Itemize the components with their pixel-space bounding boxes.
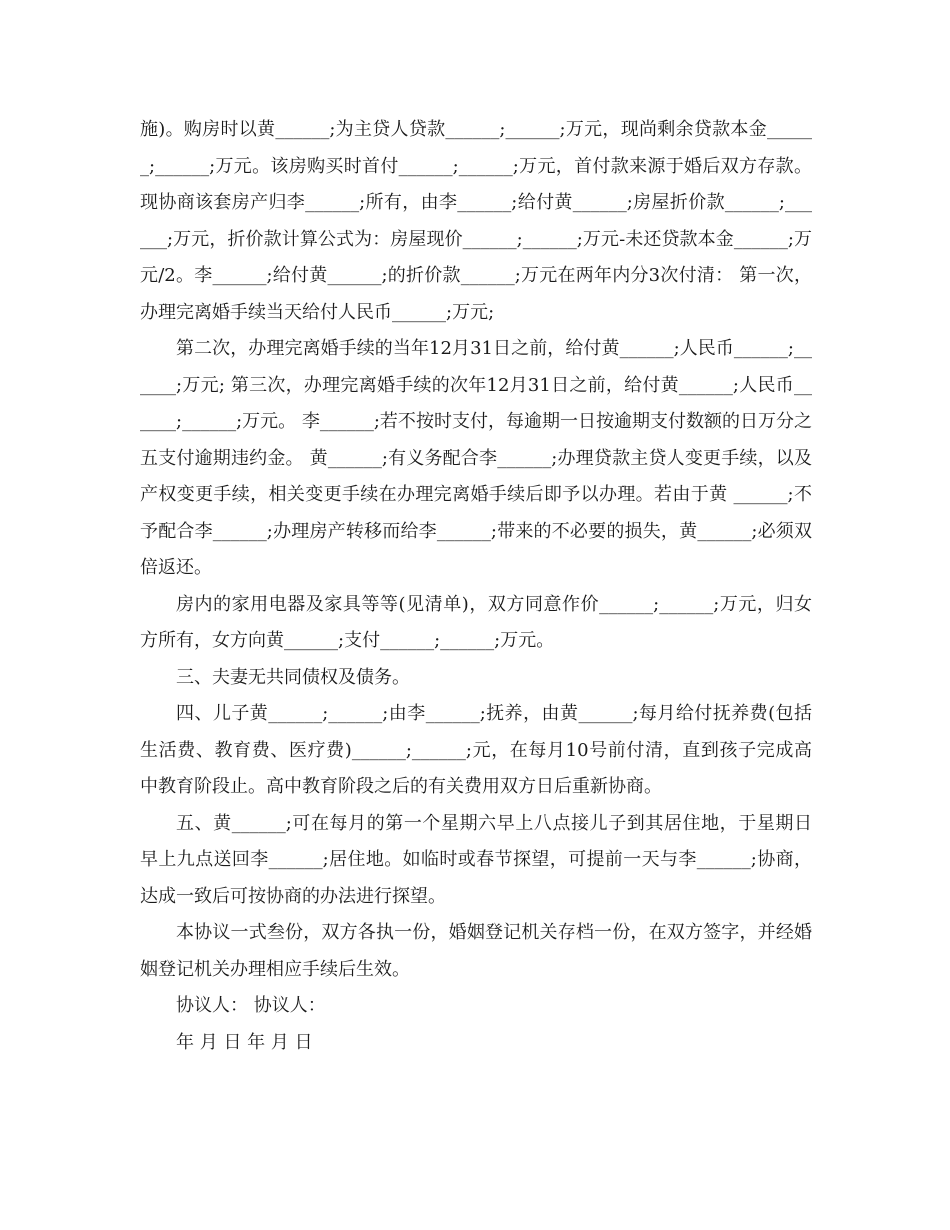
paragraph-furniture: 房内的家用电器及家具等等(见清单)，双方同意作价______;______;万元，归女方所有，女方向黄______;支付______;______;万元。 bbox=[140, 593, 812, 651]
paragraph-debts: 三、夫妻无共同债权及债务。 bbox=[176, 666, 410, 688]
paragraph-copies: 本协议一式叁份，双方各执一份，婚姻登记机关存档一份，在双方签字，并经婚姻登记机关办理相应手续后生效。 bbox=[140, 922, 812, 980]
signature-line: 协议人： 协议人： bbox=[176, 995, 326, 1016]
paragraph-visitation: 五、黄______;可在每月的第一个星期六早上八点接儿子到其居住地，于星期日早上九点送回李______;居住地。如临时或春节探望，可提前一天与李______;协商，达成一致后可按协商的办法进行探望。 bbox=[140, 812, 812, 907]
paragraph-child-custody: 四、儿子黄______;______;由李______;抚养，由黄______;每月给付抚养费(包括生活费、教育费、医疗费)______;______;元，在每月10号前付清，直到孩子完成高中教育阶段止。高中教育阶段之后的有关费用双方日后重新协商。 bbox=[140, 703, 812, 797]
date-line: 年 月 日 年 月 日 bbox=[176, 1031, 313, 1053]
paragraph-payment-schedule: 第二次，办理完离婚手续的当年12月31日之前，给付黄______;人民币______;______;万元; 第三次，办理完离婚手续的次年12月31日之前，给付黄______;人民币______;______;万元。 李______;若不按时支付，每逾期一日按逾期支付数额的日万分之五支付逾期违约金。 黄______;有义务配合李______;办理贷款主贷人变更手续，以及产权变更手续，相关变更手续在办理完离婚手续后即予以办理。若由于黄 ______;不予配合李______;办理房产转移而给李______;带来的不必要的损失，黄______;必须双倍返还。 bbox=[140, 338, 812, 578]
document-body bbox=[140, 112, 812, 1061]
paragraph-house-purchase: 施)。购房时以黄______;为主贷人贷款______;______;万元，现尚剩余贷款本金______;______;万元。该房购买时首付______;______;万元，首付款来源于婚后双方存款。现协商该套房产归李______;所有，由李______;给付黄______;房屋折价款______;______;万元，折价款计算公式为：房屋现价______;______;万元-未还贷款本金______;万元/2。李______;给付黄______;的折价款______;万元在两年内分3次付清： 第一次，办理完离婚手续当天给付人民币______;万元; bbox=[140, 119, 812, 323]
